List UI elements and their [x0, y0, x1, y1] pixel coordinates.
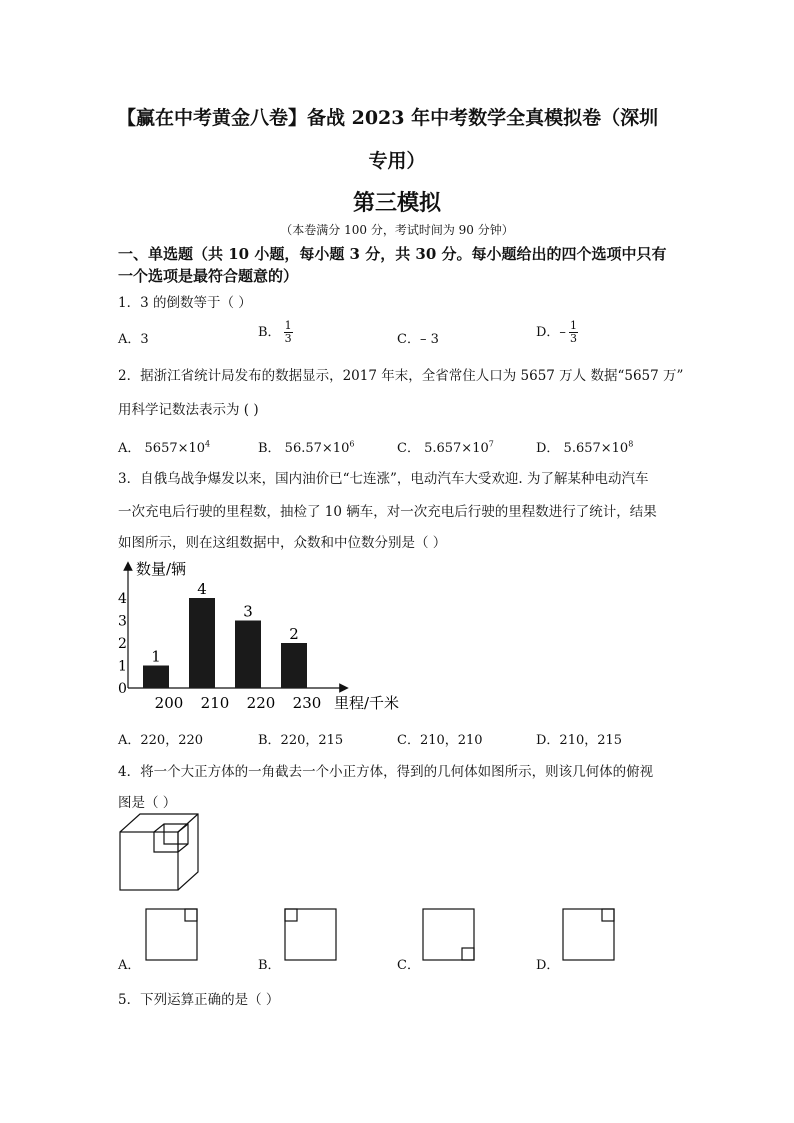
q2-option-a-base: A． 5657×10 — [118, 441, 206, 456]
y-tick-label: 2 — [118, 636, 127, 652]
q2-option-a — [118, 437, 210, 456]
q1-option-d-numerator: 1 — [569, 319, 577, 332]
bar-value-label: 3 — [243, 602, 253, 621]
q4-option-b-figure — [284, 908, 338, 962]
section-heading-line1: 一、单选题（共 10 小题，每小题 3 分，共 30 分。每小题给出的四个选项中只有 — [118, 245, 667, 263]
q2-option-b-exponent: 6 — [349, 439, 355, 449]
q4-option-d-figure — [562, 908, 616, 962]
q4-option-d: D． — [536, 958, 560, 973]
y-tick-label: 3 — [118, 613, 127, 630]
q2-option-b — [258, 437, 354, 456]
exam-subtitle: 第三模拟 — [352, 190, 441, 216]
q2-option-b-base: B． 56.57×10 — [258, 441, 350, 456]
q2-stem-line1: 2．据浙江省统计局发布的数据显示，2017 年末，全省常住人口为 5657 万人 数据“5657 万” — [118, 368, 684, 384]
y-tick-label: 4 — [118, 591, 127, 607]
bar-value-label: 4 — [197, 580, 207, 598]
bar-value-label: 1 — [151, 647, 161, 666]
cut-front-edges — [154, 832, 178, 852]
q3-option-d: D．210，215 — [536, 733, 623, 748]
x-tick-label: 230 — [292, 694, 322, 712]
cube-front-face — [120, 832, 178, 890]
y-tick-label: 1 — [118, 658, 127, 675]
q1-option-c: C．– 3 — [397, 332, 439, 347]
mileage-bar-chart — [112, 558, 412, 718]
q3-stem-line1: 3．自俄乌战争爆发以来，国内油价已“七连涨”，电动汽车大受欢迎. 为了解某种电动汽车 — [118, 471, 649, 487]
q1-option-b — [258, 320, 293, 345]
q5-stem: 5．下列运算正确的是（ ） — [118, 992, 280, 1008]
q2-stem-line2: 用科学记数法表示为 ( ) — [118, 402, 259, 418]
q4-option-a: A． — [118, 958, 141, 973]
q2-option-c-exponent: 7 — [488, 439, 494, 449]
q2-option-c-base: C． 5.657×10 — [397, 441, 489, 456]
q2-option-d — [536, 437, 633, 456]
q1-option-b-fraction — [284, 320, 293, 345]
q2-option-a-exponent: 4 — [205, 439, 211, 449]
bar-value-labels — [151, 580, 299, 666]
q4-option-a-figure — [145, 908, 199, 962]
y-axis-label: 数量/辆 — [136, 560, 187, 578]
q4-option-c-figure — [422, 908, 476, 962]
x-tick-label: 200 — [154, 694, 184, 712]
section-heading-line2: 一个选项是最符合题意的） — [118, 267, 299, 285]
q4-option-c: C． — [397, 958, 420, 973]
q3-option-c: C．210，210 — [397, 733, 483, 748]
bar-value-label: 2 — [289, 625, 299, 643]
q1-option-b-denominator: 3 — [284, 332, 292, 345]
q1-option-b-label: B． — [258, 325, 281, 340]
exam-title-line1: 【赢在中考黄金八卷】备战 2023 年中考数学全真模拟卷（深圳 — [117, 107, 659, 129]
q1-option-d-label: D．– — [536, 325, 566, 340]
q3-option-b: B．220，215 — [258, 733, 344, 748]
bars — [143, 598, 307, 688]
q4-stem-line1: 4．将一个大正方体的一角截去一个小正方体，得到的几何体如图所示，则该几何体的俯视 — [118, 764, 654, 780]
cut-cube-figure — [118, 812, 204, 894]
x-tick-labels — [155, 694, 322, 712]
q1-option-d-denominator: 3 — [569, 332, 577, 345]
q2-option-c — [397, 437, 494, 456]
bar — [235, 621, 261, 689]
y-tick-labels — [118, 591, 127, 697]
bar — [189, 598, 215, 688]
x-tick-label: 210 — [200, 694, 230, 712]
exam-note: （本卷满分 100 分，考试时间为 90 分钟） — [280, 223, 514, 237]
q1-stem: 1．3 的倒数等于（ ） — [118, 295, 252, 311]
q4-stem-line2: 图是（ ） — [118, 795, 177, 811]
q3-stem-line2: 一次充电后行驶的里程数，抽检了 10 辆车，对一次充电后行驶的里程数进行了统计，结果 — [118, 504, 657, 520]
bar — [143, 666, 169, 689]
x-tick-label: 220 — [246, 694, 276, 712]
bar — [281, 643, 307, 688]
q3-stem-line3: 如图所示，则在这组数据中，众数和中位数分别是（ ） — [118, 535, 447, 551]
q3-option-a: A．220，220 — [118, 733, 204, 748]
q1-option-b-numerator: 1 — [284, 319, 292, 332]
q2-option-d-base: D． 5.657×10 — [536, 441, 629, 456]
q4-option-b: B． — [258, 958, 281, 973]
q1-option-d-fraction — [569, 320, 578, 345]
q1-option-a: A．3 — [118, 332, 149, 347]
q1-option-d — [536, 320, 578, 345]
exam-title-line2: 专用） — [368, 150, 426, 172]
y-tick-label: 0 — [118, 681, 127, 697]
x-axis-label: 里程/千米 — [334, 694, 400, 712]
q2-option-d-exponent: 8 — [628, 439, 634, 449]
